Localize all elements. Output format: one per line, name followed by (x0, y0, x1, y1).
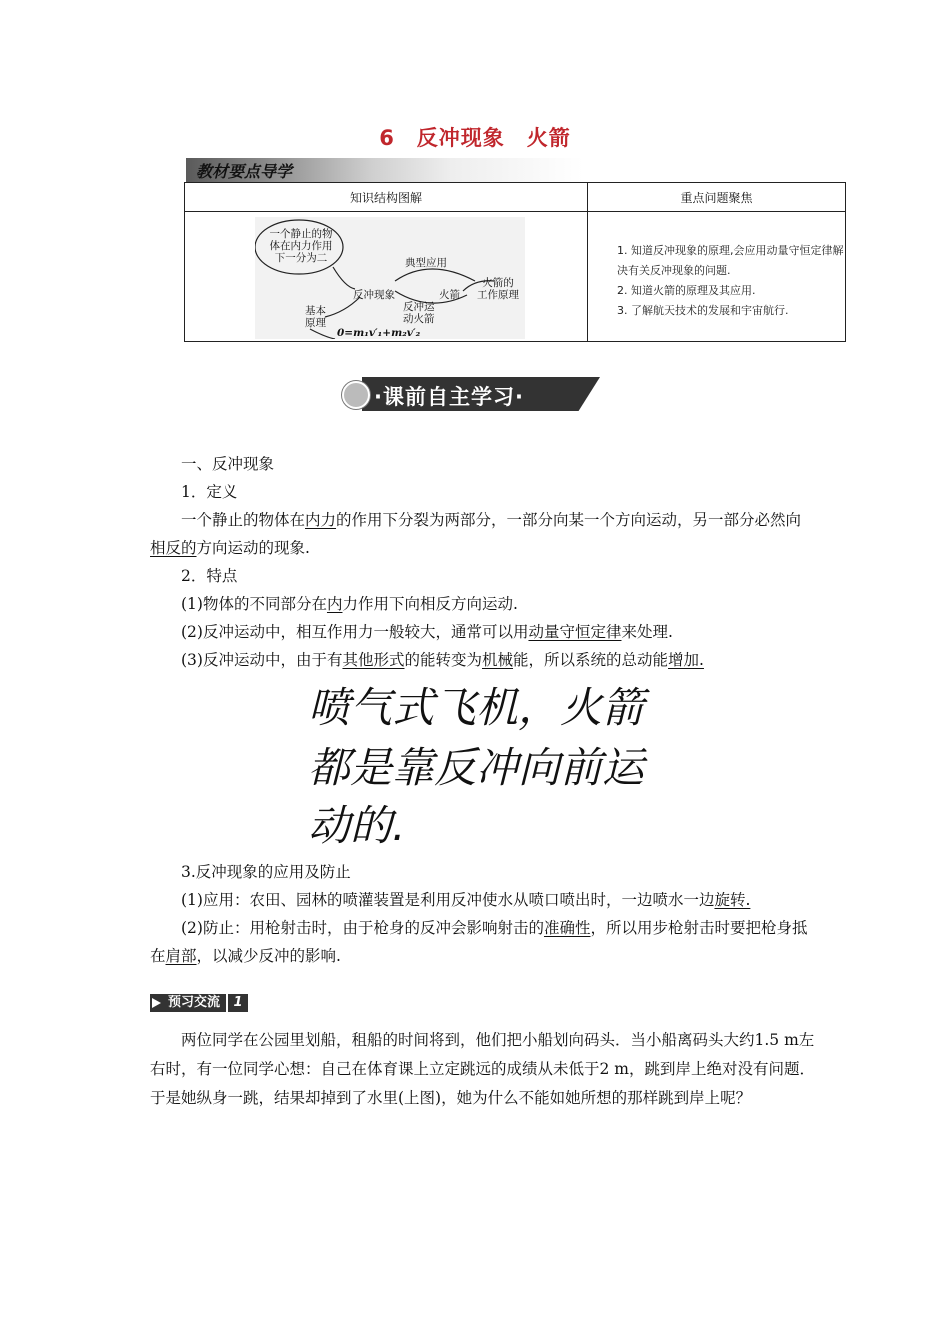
definition-text: 一个静止的物体在内力的作用下分裂为两部分，一部分向某一个方向运动，另一部分必然向相反的方向运动的现象. (150, 511, 802, 557)
handwriting-image (308, 678, 688, 848)
section-banner (186, 158, 848, 182)
handwriting-line-2: 都是靠反冲向前运 (308, 743, 645, 792)
banner-label: 教材要点导学 (196, 162, 293, 181)
point-2: 2. 知道火箭的原理及其应用. (617, 284, 756, 297)
column-divider (587, 183, 588, 341)
handwritten-note (308, 678, 688, 848)
handwriting-line-1: 喷气式飞机，火箭 (308, 683, 645, 732)
key-points (617, 241, 845, 321)
heading-applications: 3.反冲现象的应用及防止 (181, 863, 351, 881)
feature-2: (2)反冲运动中，相互作用力一般较大，通常可以用动量守恒定律来处理. (181, 623, 673, 641)
tag-number: 1 (228, 994, 248, 1012)
feature-3: (3)反冲运动中，由于有其他形式的能转变为机械能，所以系统的总动能增加. (181, 651, 704, 669)
concept-diagram (255, 217, 525, 339)
center-node: 反冲现象 (353, 289, 395, 301)
point-3: 3. 了解航天技术的发展和宇宙航行. (617, 304, 789, 317)
typical-label: 典型应用 (405, 257, 447, 269)
application-1: (1)应用：农田、园林的喷灌装置是利用反冲使水从喷口喷出时，一边喷水一边旋转. (181, 891, 751, 909)
tag-label: 预习交流 (150, 994, 226, 1012)
overview-table (184, 182, 846, 342)
formula: 0=m₁v′₁+m₂v′₂ (337, 327, 421, 339)
heading-definition: 1．定义 (181, 483, 238, 501)
handwriting-line-3: 动的. (308, 801, 406, 848)
right-header: 重点问题聚焦 (588, 183, 845, 212)
heading-reaction: 一、反冲现象 (181, 455, 275, 473)
heading-features: 2．特点 (181, 567, 238, 585)
reverse-label: 反冲运 动火箭 (403, 301, 435, 325)
section-label: ·课前自主学习· (374, 385, 524, 409)
globe-icon (342, 381, 370, 409)
ellipse-text: 一个静止的物 体在内力作用 下一分为二 (269, 228, 333, 264)
question-text: 两位同学在公园里划船，租船的时间将到，他们把小船划向码头．当小船离码头大约1.5 m左右时，有一位同学心想：自己在体育课上立定跳远的成绩从未低于2 m，跳到岸上绝对没有问题．于是她纵身一跳，结果却掉到了水里(上图)，她为什么不能如她所想的那样跳到岸上呢？ (150, 1031, 815, 1107)
page-title: 6 反冲现象 火箭 (379, 126, 571, 150)
arrow-icon (152, 998, 161, 1008)
left-header: 知识结构图解 (185, 183, 587, 212)
rocket-node: 火箭 (439, 289, 460, 301)
feature-1: (1)物体的不同部分在内力作用下向相反方向运动. (181, 595, 518, 613)
rocket-principle: 火箭的 工作原理 (477, 277, 519, 301)
section-header (340, 377, 610, 411)
point-1: 1. 知道反冲现象的原理,会应用动量守恒定律解决有关反冲现象的问题. (617, 244, 844, 277)
basic-label: 基本 原理 (305, 305, 326, 329)
application-2: (2)防止：用枪射击时，由于枪身的反冲会影响射击的准确性，所以用步枪射击时要把枪身抵在肩部，以减少反冲的影响. (150, 919, 808, 965)
